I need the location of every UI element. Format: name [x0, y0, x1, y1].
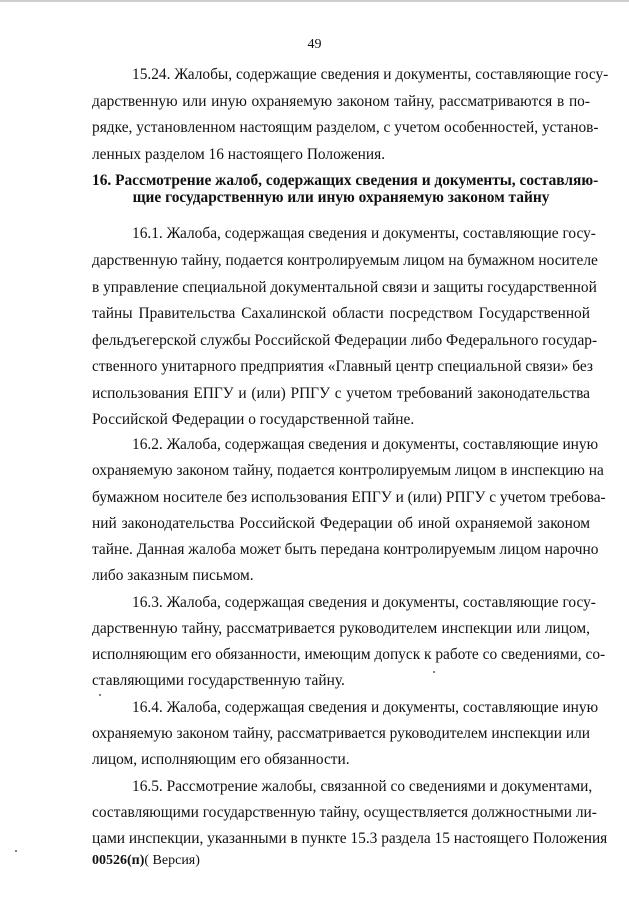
text-line: цами инспекции, указанными в пункте 15.3 раздела 15 настоящего Положения [92, 830, 608, 847]
text-line: 16.1. Жалоба, содержащая сведения и документы, составляющие госу- [132, 225, 596, 242]
scan-edge [0, 0, 629, 2]
text-line: лицом, исполняющим его обязанности. [92, 751, 350, 768]
text-line: рядке, установленном настоящим разделом, с учетом особенностей, установ- [92, 119, 599, 136]
text-line: использования ЕПГУ и (или) РПГУ с учетом требований законодательства [92, 385, 590, 402]
text-line: в управление специальной документальной связи и защиты государственной [92, 279, 597, 296]
scan-speck [99, 694, 101, 696]
text-line: ний законодательства Российской Федерации об иной охраняемой законом [92, 515, 590, 532]
text-line: дарственную тайну, рассматривается руководителем инспекции или лицом, [92, 620, 590, 637]
text-line: 15.24. Жалобы, содержащие сведения и документы, составляющие госу- [132, 66, 609, 83]
scan-speck [433, 671, 435, 673]
text-line: фельдъегерской службы Российской Федерации либо Федерального государ- [92, 332, 598, 349]
scan-speck [15, 850, 17, 852]
text-line: ственного унитарного предприятия «Главный центр специальной связи» без [92, 358, 593, 375]
text-line: охраняемую законом тайну, подается контролируемым лицом в инспекцию на [92, 462, 604, 479]
text-line: тайне. Данная жалоба может быть передана контролируемым лицом нарочно [92, 541, 599, 558]
text-line: Российской Федерации о государственной тайне. [92, 411, 415, 428]
section-heading: 16. Рассмотрение жалоб, содержащих сведения и документы, составляю- [92, 172, 599, 189]
document-footer [92, 853, 200, 869]
page-number: 49 [307, 37, 322, 52]
text-line: охраняемую законом тайну, рассматривается руководителем инспекции или [92, 725, 590, 742]
document-version: ( Версия) [144, 853, 200, 868]
text-line: 16.5. Рассмотрение жалобы, связанной со сведениями и документами, [132, 778, 593, 795]
text-line: 16.4. Жалоба, содержащая сведения и документы, составляющие иную [132, 699, 599, 716]
text-line: ставляющими государственную тайну. [92, 672, 345, 689]
text-line: 16.2. Жалоба, содержащая сведения и документы, составляющие иную [132, 436, 599, 453]
text-line: дарственную тайну, подается контролируемым лицом на бумажном носителе [92, 252, 598, 269]
section-heading: щие государственную или иную охраняемую законом тайну [132, 189, 550, 206]
text-line: ленных разделом 16 настоящего Положения. [92, 146, 386, 163]
text-line: тайны Правительства Сахалинской области посредством Государственной [92, 305, 590, 322]
text-line: дарственную или иную охраняемую законом тайну, рассматриваются в по- [92, 93, 590, 110]
text-line: 16.3. Жалоба, содержащая сведения и документы, составляющие госу- [132, 594, 596, 611]
text-line: бумажном носителе без использования ЕПГУ и (или) РПГУ с учетом требова- [92, 489, 606, 506]
text-line: составляющими государственную тайну, осуществляется должностными ли- [92, 804, 597, 821]
text-line: либо заказным письмом. [92, 567, 254, 584]
document-code: 00526(п) [92, 853, 145, 868]
text-line: исполняющим его обязанности, имеющим допуск к работе со сведениями, со- [92, 646, 606, 663]
